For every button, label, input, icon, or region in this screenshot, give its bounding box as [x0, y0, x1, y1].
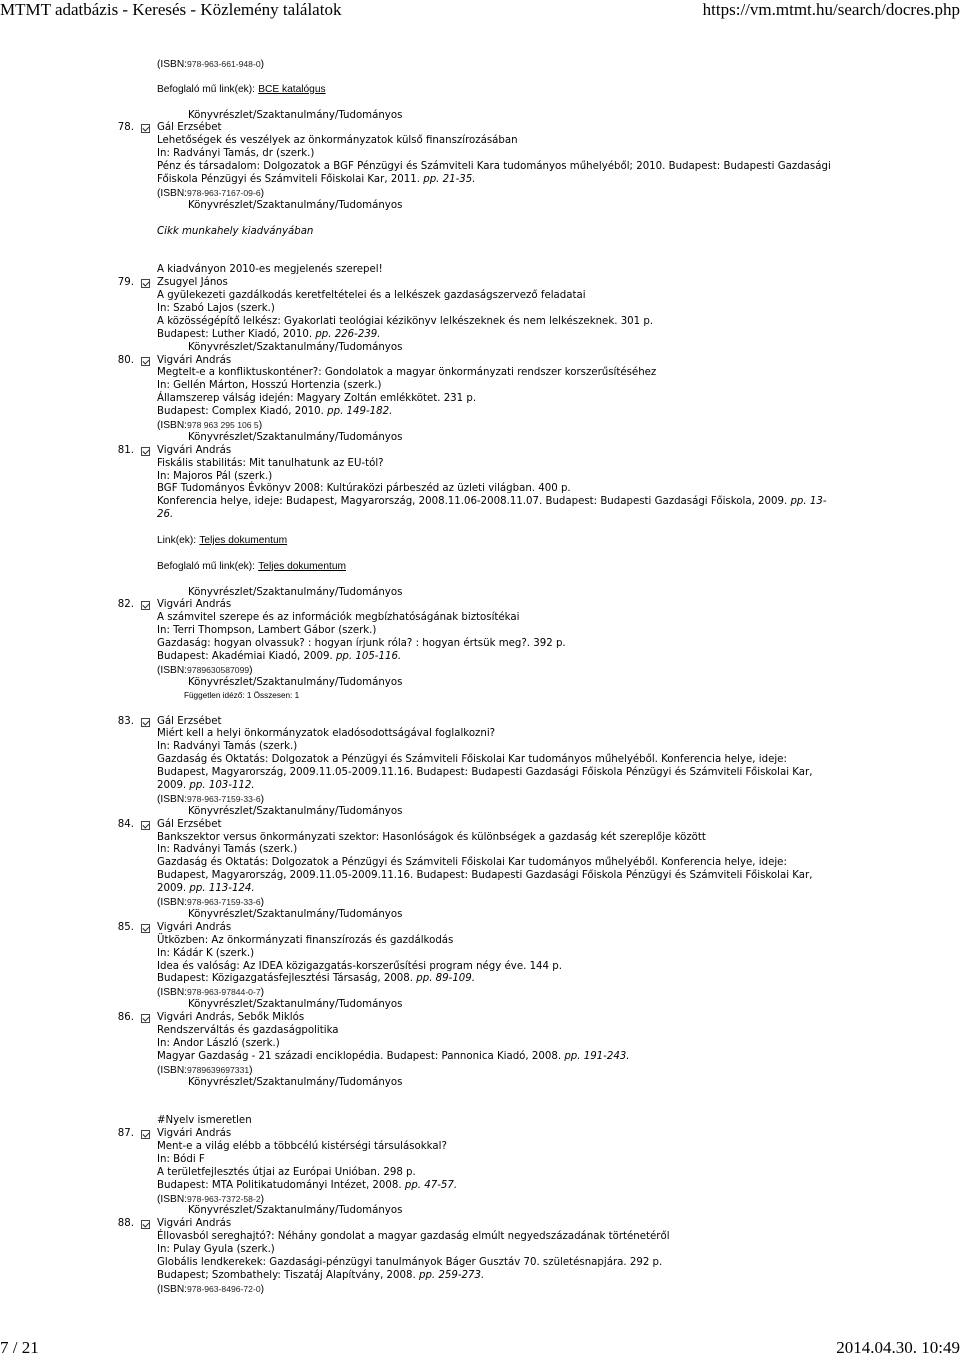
- isbn-line: (ISBN:978-963-7372-58-2): [157, 1193, 265, 1205]
- type-line: Könyvrészlet/Szaktanulmány/Tudományos: [188, 341, 403, 353]
- list-item: 85. Vigvári András: [117, 921, 232, 933]
- record-editors: In: Gellén Márton, Hosszú Hortenzia (szerk.): [157, 380, 382, 392]
- record-editors: In: Kádár K (szerk.): [157, 947, 255, 959]
- record-title: A gyülekezeti gazdálkodás keretfeltételei és a lelkészek gazdaságszervező feladatai: [157, 290, 586, 302]
- list-item: 82. Vigvári András: [117, 599, 232, 611]
- record-title: Rendszerváltás és gazdaságpolitika: [157, 1024, 339, 1036]
- record-publication: Magyar Gazdaság - 21 századi enciklopédia. Budapest: Pannonica Kiadó, 2008. pp. 191-243.: [157, 1050, 630, 1062]
- record-publication: Konferencia helye, ideje: Budapest, Magyarország, 2008.11.06-2008.11.07. Budapest: Budapesti Gazdasági Főiskola, 2009. pp. 13-26.: [157, 496, 827, 521]
- record-publication: Budapest: Akadémiai Kiadó, 2009. pp. 105-116.: [157, 651, 402, 663]
- type-line: Könyvrészlet/Szaktanulmány/Tudományos: [188, 431, 403, 443]
- list-item: 86. Vigvári András, Sebők Miklós: [117, 1012, 305, 1024]
- record-book: BGF Tudományos Évkönyv 2008: Kultúraközi párbeszéd az üzleti világban. 400 p.: [157, 483, 571, 495]
- record-title: Miért kell a helyi önkormányzatok eladósodottságával foglalkozni?: [157, 728, 496, 740]
- record-title: Éllovasból sereghajtó?: Néhány gondolat a magyar gazdaság elmúlt negyedszázadának történetéről: [157, 1231, 670, 1243]
- isbn-value: 978-963-661-948-0: [187, 59, 261, 69]
- record-editors: In: Radványi Tamás (szerk.): [157, 741, 298, 753]
- citation-count: Független idéző: 1 Összesen: 1: [184, 690, 300, 700]
- record-editors: In: Andor László (szerk.): [157, 1037, 280, 1049]
- record-note: A kiadványon 2010-es megjelenés szerepel!: [157, 264, 383, 276]
- isbn-line: (ISBN:978-963-7159-33-6): [157, 897, 265, 909]
- full-text-link[interactable]: Teljes dokumentum: [199, 535, 288, 547]
- page-url[interactable]: https://vm.mtmt.hu/search/docres.php: [702, 0, 960, 19]
- type-line: Könyvrészlet/Szaktanulmány/Tudományos: [188, 908, 403, 920]
- type-line: Könyvrészlet/Szaktanulmány/Tudományos: [188, 109, 403, 121]
- record-publication: Gazdaság és Oktatás: Dolgozatok a Pénzügyi és Számviteli Főiskolai Kar tudományos műhelyéből. Konferencia helye, ideje: Budapest, Magyarország, 2009.11.05-2009.11.16. Budapest: Budapesti Gazdasági Főiskola Pénzügyi és Számviteli Főiskolai Kar, 2009. pp. 113-124.: [157, 857, 813, 895]
- record-title: A számvitel szerepe és az információk megbízhatóságának biztosítékai: [157, 612, 520, 624]
- record-book: Gazdaság: hogyan olvassuk? : hogyan írjunk róla? : hogyan értsük meg?. 392 p.: [157, 638, 566, 650]
- checkbox-icon[interactable]: [141, 279, 150, 288]
- record-title: Ütközben: Az önkormányzati finanszírozás és gazdálkodás: [157, 934, 454, 946]
- isbn-line: (ISBN:978-963-97844-0-7): [157, 987, 265, 999]
- record-note: #Nyelv ismeretlen: [157, 1115, 252, 1127]
- record-editors: In: Radványi Tamás (szerk.): [157, 844, 298, 856]
- list-item: 87. Vigvári András: [117, 1128, 232, 1140]
- list-item: [0, 122, 960, 135]
- record-book: A közösségépítő lelkész: Gyakorlati teológiai kézikönyv lelkészeknek és nem lelkészeknek. 301 p.: [157, 315, 654, 327]
- record-editors: In: Pulay Gyula (szerk.): [157, 1244, 275, 1256]
- record-title: Megtelt-e a konfliktuskonténer?: Gondolatok a magyar önkormányzati rendszer korszerűsítéséhez: [157, 367, 657, 379]
- record-editors: In: Radványi Tamás, dr (szerk.): [157, 148, 315, 160]
- record-publication: Gazdaság és Oktatás: Dolgozatok a Pénzügyi és Számviteli Főiskolai Kar tudományos műhelyéből. Konferencia helye, ideje: Budapest, Magyarország, 2009.11.05-2009.11.16. Budapest: Budapesti Gazdasági Főiskola Pénzügyi és Számviteli Főiskolai Kar, 2009. pp. 103-112.: [157, 754, 813, 791]
- record-title: Ment-e a világ elébb a többcélú kistérségi társulásokkal?: [157, 1141, 447, 1152]
- record-book: Államszerep válság idején: Magyary Zoltán emlékkötet. 231 p.: [157, 393, 477, 405]
- list-item: 84. Gál Erzsébet: [117, 818, 222, 830]
- record-editors: In: Bódi F: [157, 1153, 205, 1165]
- record-editors: In: Szabó Lajos (szerk.): [157, 302, 275, 314]
- checkbox-icon[interactable]: [141, 821, 150, 830]
- record-publication: Budapest: Közigazgatásfejlesztési Társaság, 2008. pp. 89-109.: [157, 973, 475, 985]
- isbn-line: (ISBN:9789630587099): [157, 664, 253, 676]
- record-editors: In: Majoros Pál (szerk.): [157, 470, 273, 482]
- record-publication: Budapest; Szombathely: Tiszatáj Alapítvány, 2008. pp. 259-273.: [157, 1269, 485, 1281]
- record-publication: Budapest: MTA Politikatudományi Intézet, 2008. pp. 47-57.: [157, 1179, 458, 1191]
- record-book: Idea és valóság: Az IDEA közigazgatás-korszerűsítési program négy éve. 144 p.: [157, 960, 562, 972]
- type-line: Könyvrészlet/Szaktanulmány/Tudományos: [188, 999, 403, 1011]
- record-note: Cikk munkahely kiadványában: [157, 225, 314, 237]
- record-title: Fiskális stabilitás: Mit tanulhatunk az EU-tól?: [157, 457, 384, 469]
- isbn-line: (ISBN:978-963-8496-72-0): [157, 1283, 265, 1295]
- checkbox-icon[interactable]: [141, 357, 150, 366]
- isbn-line: (ISBN:978-963-661-948-0): [157, 59, 265, 70]
- checkbox-icon[interactable]: [141, 718, 150, 727]
- type-line: Könyvrészlet/Szaktanulmány/Tudományos: [188, 1205, 403, 1217]
- links-line: Link(ek): Teljes dokumentum: [157, 535, 288, 547]
- checkbox-icon[interactable]: [141, 601, 150, 610]
- record-title: Bankszektor versus önkormányzati szektor: Hasonlóságok és különbségek a gazdaság két szereplője között: [157, 831, 706, 843]
- isbn-line: (ISBN:978-963-7167-09-6): [157, 187, 265, 199]
- record-book: Globális lendkerekek: Gazdasági-pénzügyi tanulmányok Báger Gusztáv 70. születésnapjára. 292 p.: [157, 1257, 663, 1269]
- record-publication: Budapest: Complex Kiadó, 2010. pp. 149-182.: [157, 406, 393, 418]
- record-book: A területfejlesztés útjai az Európai Unióban. 298 p.: [157, 1166, 416, 1178]
- window-title: MTMT adatbázis - Keresés - Közlemény találatok: [0, 0, 342, 19]
- type-line: Könyvrészlet/Szaktanulmány/Tudományos: [188, 1076, 403, 1088]
- record-publication: Pénz és társadalom: Dolgozatok a BGF Pénzügyi és Számviteli Kara tudományos műhelyéből; 2010. Budapest: Budapesti Gazdasági Főiskola Pénzügyi és Számviteli Főiskolai Kar, 2011. pp. 21-35.: [157, 161, 831, 186]
- record-title: Lehetőségek és veszélyek az önkormányzatok külső finanszírozásában: [157, 135, 518, 147]
- list-item: 80. Vigvári András: [117, 354, 232, 366]
- list-item: 81. Vigvári András: [117, 444, 232, 456]
- record-number: 78.: [117, 122, 134, 134]
- isbn-line: (ISBN:978-963-7159-33-6): [157, 793, 265, 805]
- checkbox-icon[interactable]: [141, 447, 150, 456]
- checkbox-icon[interactable]: [141, 1220, 150, 1229]
- type-line: Könyvrészlet/Szaktanulmány/Tudományos: [188, 805, 403, 817]
- checkbox-icon[interactable]: [141, 124, 150, 133]
- page-counter: 7 / 21: [0, 1338, 39, 1357]
- checkbox-icon[interactable]: [141, 924, 150, 933]
- type-line: Könyvrészlet/Szaktanulmány/Tudományos: [188, 199, 403, 211]
- host-link-line: Befoglaló mű link(ek): BCE katalógus: [157, 83, 326, 95]
- record-publication: Budapest: Luther Kiadó, 2010. pp. 226-239.: [157, 328, 381, 340]
- host-link-line: Befoglaló mű link(ek): Teljes dokumentum: [157, 560, 346, 572]
- host-link[interactable]: BCE katalógus: [258, 83, 326, 95]
- list-item: 88. Vigvári András: [117, 1218, 232, 1230]
- type-line: Könyvrészlet/Szaktanulmány/Tudományos: [188, 586, 403, 598]
- host-link[interactable]: Teljes dokumentum: [258, 560, 346, 572]
- checkbox-icon[interactable]: [141, 1130, 150, 1139]
- type-line: Könyvrészlet/Szaktanulmány/Tudományos: [188, 676, 403, 688]
- print-datetime: 2014.04.30. 10:49: [836, 1338, 960, 1357]
- checkbox-icon[interactable]: [141, 1014, 150, 1023]
- list-item: 79. Zsugyel János: [117, 277, 228, 289]
- isbn-line: (ISBN:978 963 295 106 5): [157, 419, 263, 431]
- record-editors: In: Terri Thompson, Lambert Gábor (szerk.): [157, 625, 377, 637]
- record-authors: Gál Erzsébet: [157, 122, 222, 134]
- list-item: 83. Gál Erzsébet: [117, 715, 222, 727]
- results-list: [0, 58, 960, 1296]
- isbn-line: (ISBN:9789639697331): [157, 1064, 253, 1076]
